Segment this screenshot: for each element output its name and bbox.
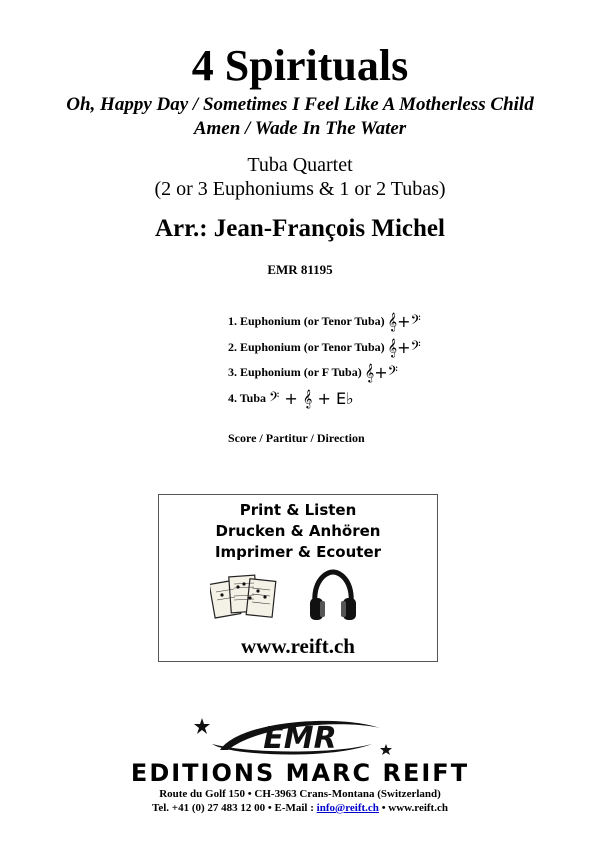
contact-prefix: Tel. +41 (0) 27 483 12 00 • E-Mail : — [152, 802, 317, 814]
subtitle-line-1: Oh, Happy Day / Sometimes I Feel Like A Motherless Child — [66, 94, 534, 115]
title: 4 Spirituals — [191, 41, 409, 90]
headphones-icon — [307, 568, 359, 624]
catalog-code: EMR 81195 — [267, 262, 333, 277]
publisher-name: EDITIONS MARC REIFT — [130, 759, 470, 787]
part-item — [228, 313, 421, 330]
part-label: 3. Euphonium (or F Tuba) — [228, 365, 362, 379]
clef-icons: 𝄢 + 𝄞 + E♭ — [269, 389, 354, 408]
part-label: 1. Euphonium (or Tenor Tuba) — [228, 314, 385, 328]
part-item — [228, 390, 354, 407]
score-label: Score / Partitur / Direction — [228, 431, 365, 445]
part-item — [228, 364, 398, 381]
part-item — [228, 339, 421, 356]
ensemble: Tuba Quartet — [247, 154, 353, 176]
clef-icons: 𝄞+𝄢 — [387, 338, 421, 357]
contact-suffix: • www.reift.ch — [378, 802, 448, 814]
emr-logo — [150, 714, 450, 760]
arranger: Arr.: Jean-François Michel — [155, 215, 445, 242]
clef-icons: 𝄞+𝄢 — [387, 312, 421, 331]
sheet-music-icon — [210, 568, 280, 626]
promo-line-3: Imprimer & Ecouter — [214, 543, 382, 561]
publisher-contact — [0, 801, 600, 815]
subtitle-line-2: Amen / Wade In The Water — [193, 118, 407, 139]
logo-text: EMR — [263, 721, 337, 756]
publisher-address: Route du Golf 150 • CH-3963 Crans-Montana (Switzerland) — [159, 788, 441, 800]
email-link[interactable]: info@reift.ch — [316, 802, 379, 814]
part-label: 4. Tuba — [228, 391, 267, 405]
clef-icons: 𝄞+𝄢 — [364, 363, 398, 382]
promo-line-2: Drucken & Anhören — [215, 522, 381, 540]
ensemble-detail: (2 or 3 Euphoniums & 1 or 2 Tubas) — [154, 178, 446, 200]
website-link[interactable]: www.reift.ch — [241, 634, 355, 658]
part-label: 2. Euphonium (or Tenor Tuba) — [228, 340, 385, 354]
promo-line-1: Print & Listen — [239, 501, 357, 519]
